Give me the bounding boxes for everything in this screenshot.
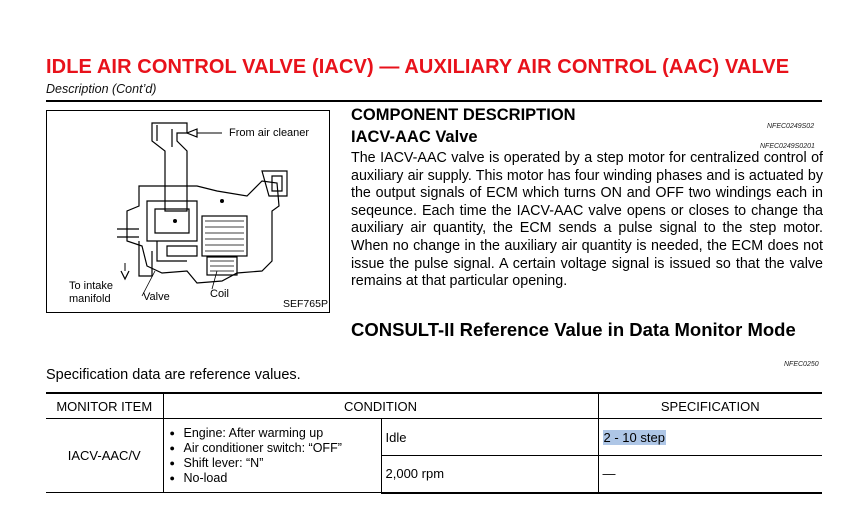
reference-code: NFEC0249S0201	[760, 143, 815, 150]
state-cell-2000rpm: 2,000 rpm	[381, 456, 598, 493]
intake-label-line2: manifold	[69, 293, 111, 305]
intake-label-line1: To intake	[69, 280, 114, 292]
page-subtitle: Description (Cont’d)	[46, 82, 157, 96]
reference-value-table	[46, 392, 822, 494]
spec-cell-idle[interactable]	[598, 419, 822, 456]
condition-item: ● Engine: After warming up	[170, 426, 381, 441]
condition-list-cell	[163, 419, 381, 493]
page-title: IDLE AIR CONTROL VALVE (IACV) — AUXILIARY AIR CONTROL (AAC) VALVE	[46, 56, 790, 78]
consult-heading: CONSULT-II Reference Value in Data Monitor Mode	[351, 319, 796, 340]
air-cleaner-label: From air cleaner	[229, 127, 310, 139]
valve-label: Valve	[143, 291, 170, 303]
coil-label: Coil	[210, 288, 229, 300]
component-description-heading: COMPONENT DESCRIPTION	[351, 106, 576, 124]
condition-header: CONDITION	[163, 393, 598, 419]
component-description-text: The IACV-AAC valve is operated by a step motor for centralized control of auxiliary air supply. This motor has four winding phases and is actuated by the output signals of ECM which turns ON and OFF two windings each in seqeunce. Each time the IACV-AAC valve opens or closes to change tha auxiliary air quantity, the ECM sends a pulse signal to the step motor. When no change in the auxiliary air quantity is needed, the ECM does not issue the pulse signal. A certain voltage signal is issued so that the valve remains at that particular opening.	[351, 150, 823, 290]
specification-note: Specification data are reference values.	[46, 367, 301, 383]
title-divider	[46, 100, 822, 102]
iacv-diagram-figure	[46, 110, 330, 313]
specification-header: SPECIFICATION	[598, 393, 822, 419]
spec-value-selected[interactable]: 2 - 10 step	[603, 429, 665, 445]
reference-code: NFEC0250	[784, 361, 819, 368]
condition-list	[164, 426, 381, 486]
monitor-item-header: MONITOR ITEM	[46, 393, 163, 419]
monitor-item-cell: IACV-AAC/V	[46, 419, 163, 493]
state-cell-idle: Idle	[381, 419, 598, 456]
reference-code: NFEC0249S02	[767, 123, 815, 130]
condition-item: ● Air conditioner switch: “OFF”	[170, 441, 381, 456]
iacv-aac-valve-heading: IACV-AAC Valve	[351, 128, 478, 146]
spec-cell-2000rpm: —	[598, 456, 822, 493]
condition-item: ● Shift lever: “N”	[170, 456, 381, 471]
table-row	[46, 419, 822, 456]
figure-code: SEF765P	[283, 298, 328, 310]
condition-item: ● No-load	[170, 471, 381, 486]
table-header-row	[46, 393, 822, 419]
